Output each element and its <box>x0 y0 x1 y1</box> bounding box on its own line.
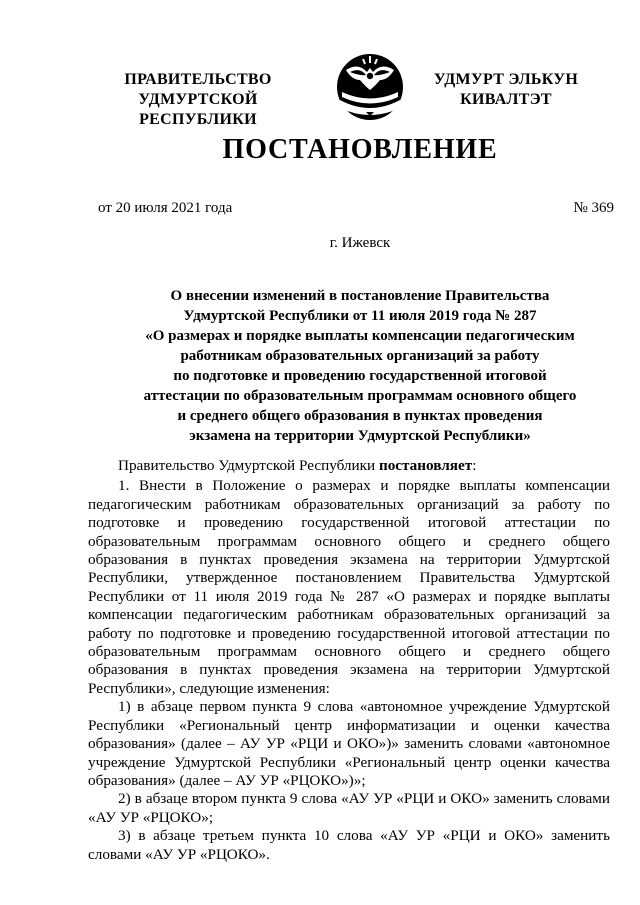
government-name-line-2: УДМУРТСКОЙ РЕСПУБЛИКИ <box>138 91 258 128</box>
government-name-udmurt-line-2: КИВАЛТЭТ <box>460 91 552 108</box>
intro-text: Правительство Удмуртской Республики <box>118 457 379 474</box>
document-title: ПОСТАНОВЛЕНИЕ <box>222 134 498 165</box>
subject-line: Удмуртской Республики от 11 июля 2019 года № 287 <box>183 308 537 324</box>
subject-line: экзамена на территории Удмуртской Республики» <box>189 428 531 444</box>
intro-paragraph <box>88 457 610 475</box>
subject-line: О внесении изменений в постановление Правительства <box>170 288 550 304</box>
subject-line: работникам образовательных организаций за работу <box>180 348 540 364</box>
subject-line: по подготовке и проведению государственной итоговой <box>173 368 547 384</box>
body-paragraph: 1. Внести в Положение о размерах и порядке выплаты компенсации педагогическим работникам образовательных организаций за работу по подготовке и проведению государственной итоговой аттестации по образовательным программам основного общего и среднего общего образования в пунктах проведения экзамена на территории Удмуртской Республики, утвержденное постановлением Правительства Удмуртской Республики от 11 июля 2019 года № 287 «О размерах и порядке выплаты компенсации педагогическим работникам образовательных организаций за работу по подготовке и проведению государственной итоговой аттестации по образовательным программам основного общего и среднего общего образования в пунктах проведения экзамена на территории Удмуртской Республики», следующие изменения: <box>88 477 610 697</box>
document-city: г. Ижевск <box>329 235 391 251</box>
government-name-russian <box>82 70 314 130</box>
intro-colon: : <box>472 457 477 474</box>
body-paragraph: 2) в абзаце втором пункта 9 слова «АУ УР «РЦИ и ОКО» заменить словами «АУ УР «РЦОКО»; <box>88 790 610 826</box>
subject-line: «О размерах и порядке выплаты компенсации педагогическим <box>145 328 575 344</box>
coat-of-arms-icon <box>330 50 410 124</box>
document-subject <box>106 286 614 446</box>
body-paragraph: 3) в абзаце третьем пункта 10 слова «АУ УР «РЦИ и ОКО» заменить словами «АУ УР «РЦОКО». <box>88 827 610 863</box>
document-number: № 369 <box>573 200 614 216</box>
document-date: от 20 июля 2021 года <box>98 200 233 216</box>
intro-bold-word: постановляет <box>378 457 473 474</box>
government-name-line-1: ПРАВИТЕЛЬСТВО <box>124 71 272 88</box>
government-name-udmurt <box>420 70 592 110</box>
subject-line: и среднего общего образования в пунктах проведения <box>177 408 543 424</box>
subject-line: аттестации по образовательным программам основного общего <box>143 388 577 404</box>
document-body <box>88 457 610 864</box>
body-paragraph: 1) в абзаце первом пункта 9 слова «автономное учреждение Удмуртской Республики «Региональный центр информатизации и оценки качества образования» (далее – АУ УР «РЦИ и ОКО»)» заменить словами «автономное учреждение Удмуртской Республики «Региональный центр оценки качества образования» (далее – АУ УР «РЦОКО»)»; <box>88 698 610 789</box>
government-name-udmurt-line-1: УДМУРТ ЭЛЬКУН <box>433 71 579 88</box>
